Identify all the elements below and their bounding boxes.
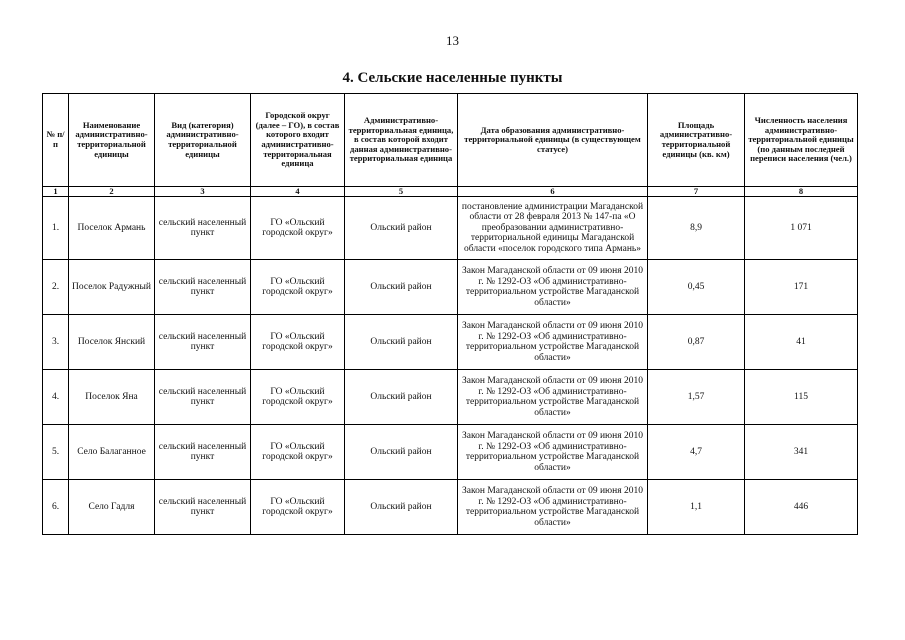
column-number: 1 (43, 187, 69, 197)
table-row (43, 370, 858, 425)
row-num: 1. (43, 197, 69, 260)
header-num: № п/п (43, 94, 69, 187)
row-num: 4. (43, 370, 69, 425)
column-number: 6 (458, 187, 648, 197)
row-district: ГО «Ольский городской округ» (251, 260, 345, 315)
row-admin-unit: Ольский район (345, 197, 458, 260)
row-area: 4,7 (648, 425, 745, 480)
row-name: Поселок Яна (69, 370, 155, 425)
row-population: 341 (745, 425, 858, 480)
header-area: Площадь административно-территориальной единицы (кв. км) (648, 94, 745, 187)
row-num: 3. (43, 315, 69, 370)
row-date: Закон Магаданской области от 09 июня 2010 г. № 1292-ОЗ «Об административно-территориальном устройстве Магаданской области» (458, 425, 648, 480)
row-date: Закон Магаданской области от 09 июня 2010 г. № 1292-ОЗ «Об административно-территориальном устройстве Магаданской области» (458, 480, 648, 535)
row-district: ГО «Ольский городской округ» (251, 480, 345, 535)
page-number: 13 (446, 33, 459, 48)
row-population: 446 (745, 480, 858, 535)
row-type: сельский населенный пункт (155, 260, 251, 315)
settlements-table (42, 93, 858, 535)
header-district: Городской округ (далее – ГО), в состав которого входит административно-территориальная единица (251, 94, 345, 187)
header-population: Численность населения административно-территориальной единицы (по данным последней переписи населения (чел.) (745, 94, 858, 187)
row-type: сельский населенный пункт (155, 370, 251, 425)
row-num: 6. (43, 480, 69, 535)
row-admin-unit: Ольский район (345, 370, 458, 425)
column-number: 3 (155, 187, 251, 197)
header-name: Наименование административно-территориальной единицы (69, 94, 155, 187)
row-name: Поселок Армань (69, 197, 155, 260)
column-number: 8 (745, 187, 858, 197)
row-population: 171 (745, 260, 858, 315)
column-number: 7 (648, 187, 745, 197)
row-date: постановление администрации Магаданской области от 28 февраля 2013 № 147-па «О преобразовании административно-территориальной единицы Магаданской области «поселок городского типа Армань» (458, 197, 648, 260)
row-name: Поселок Янский (69, 315, 155, 370)
row-area: 0,87 (648, 315, 745, 370)
row-date: Закон Магаданской области от 09 июня 2010 г. № 1292-ОЗ «Об административно-территориальном устройстве Магаданской области» (458, 260, 648, 315)
row-num: 5. (43, 425, 69, 480)
row-area: 8,9 (648, 197, 745, 260)
table-row (43, 197, 858, 260)
table-row (43, 315, 858, 370)
row-name: Село Гадля (69, 480, 155, 535)
header-date: Дата образования административно-территориальной единицы (в существующем статусе) (458, 94, 648, 187)
header-type: Вид (категория) административно-территориальной единицы (155, 94, 251, 187)
column-number: 5 (345, 187, 458, 197)
section-title: 4. Сельские населенные пункты (342, 70, 563, 86)
row-area: 1,57 (648, 370, 745, 425)
row-population: 115 (745, 370, 858, 425)
table-row (43, 480, 858, 535)
row-district: ГО «Ольский городской округ» (251, 315, 345, 370)
row-admin-unit: Ольский район (345, 260, 458, 315)
row-name: Село Балаганное (69, 425, 155, 480)
row-admin-unit: Ольский район (345, 480, 458, 535)
table-row (43, 425, 858, 480)
column-number: 2 (69, 187, 155, 197)
row-area: 1,1 (648, 480, 745, 535)
row-district: ГО «Ольский городской округ» (251, 197, 345, 260)
row-name: Поселок Радужный (69, 260, 155, 315)
table-header-row (43, 94, 858, 187)
row-type: сельский населенный пункт (155, 315, 251, 370)
row-district: ГО «Ольский городской округ» (251, 370, 345, 425)
table-row (43, 260, 858, 315)
row-district: ГО «Ольский городской округ» (251, 425, 345, 480)
row-date: Закон Магаданской области от 09 июня 2010 г. № 1292-ОЗ «Об административно-территориальном устройстве Магаданской области» (458, 370, 648, 425)
row-num: 2. (43, 260, 69, 315)
column-number: 4 (251, 187, 345, 197)
row-population: 41 (745, 315, 858, 370)
row-date: Закон Магаданской области от 09 июня 2010 г. № 1292-ОЗ «Об административно-территориальном устройстве Магаданской области» (458, 315, 648, 370)
row-type: сельский населенный пункт (155, 197, 251, 260)
row-admin-unit: Ольский район (345, 425, 458, 480)
row-admin-unit: Ольский район (345, 315, 458, 370)
row-area: 0,45 (648, 260, 745, 315)
column-number-row (43, 187, 858, 197)
row-type: сельский населенный пункт (155, 480, 251, 535)
row-population: 1 071 (745, 197, 858, 260)
header-admin-unit: Административно-территориальная единица, в состав которой входит данная административно-территориальная единица (345, 94, 458, 187)
row-type: сельский населенный пункт (155, 425, 251, 480)
